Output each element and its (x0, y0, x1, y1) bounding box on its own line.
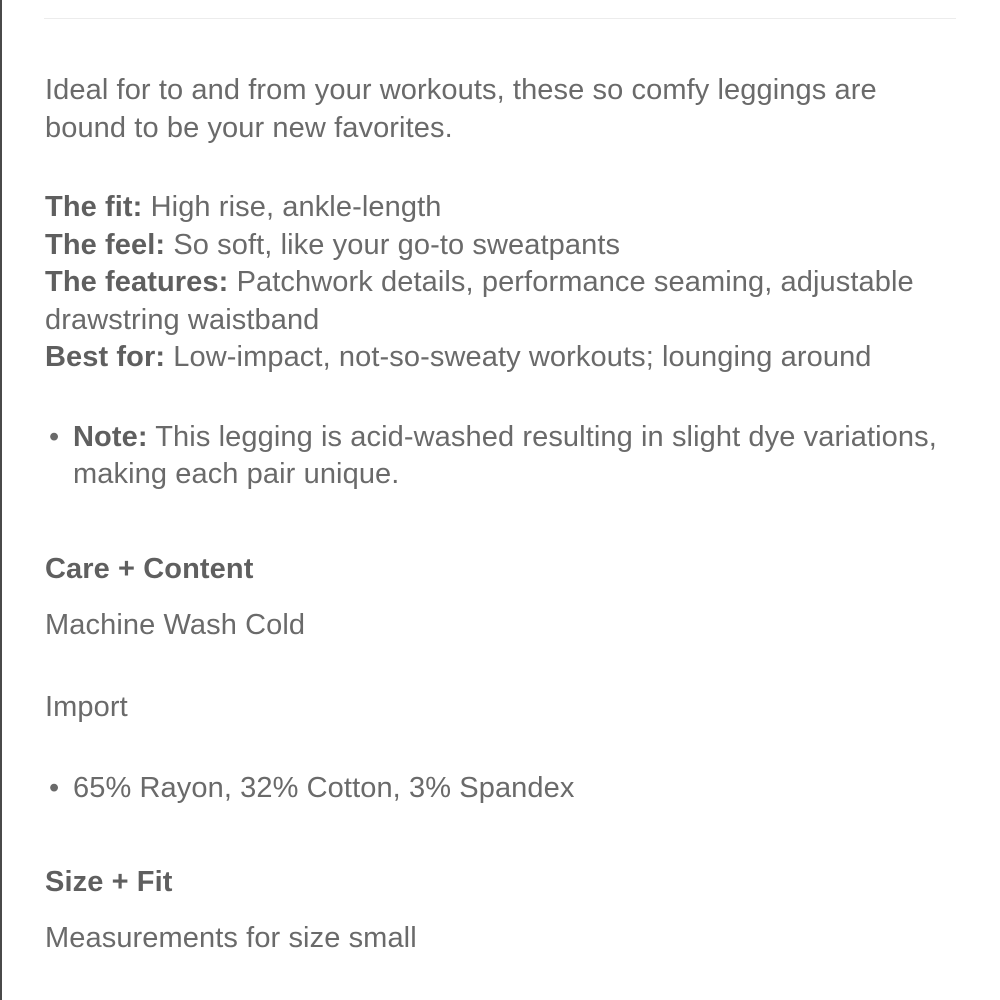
product-description-intro: Ideal for to and from your workouts, these so comfy leggings are bound to be your new favorites. (45, 74, 877, 144)
material-item (45, 770, 960, 808)
product-specs (45, 189, 960, 377)
care-instruction: Machine Wash Cold (45, 609, 306, 641)
spec-label: The feel: (45, 228, 166, 261)
note-list (45, 419, 960, 494)
size-fit-heading: Size + Fit (45, 865, 173, 898)
top-divider (44, 18, 956, 19)
note-item (45, 419, 960, 494)
spec-best-for (45, 339, 960, 377)
spec-value: So soft, like your go-to sweatpants (165, 228, 621, 261)
spec-label: The features: (45, 266, 229, 298)
spec-features (45, 264, 960, 339)
spec-fit (45, 189, 960, 227)
spec-feel (45, 227, 960, 265)
material-text: 65% Rayon, 32% Cotton, 3% Spandex (73, 772, 575, 804)
care-content-heading: Care + Content (45, 552, 254, 585)
note-label: Note: (73, 420, 148, 453)
product-details (45, 72, 960, 958)
material-list (45, 770, 960, 808)
spec-value: Low-impact, not-so-sweaty workouts; lounging around (165, 341, 872, 373)
size-measurements-text: Measurements for size small (45, 922, 417, 954)
bullet-icon: • (49, 772, 60, 804)
spec-value: Patchwork details, performance seaming, adjustable drawstring waistband (45, 266, 914, 336)
left-edge-border (0, 0, 2, 1000)
bullet-icon: • (49, 420, 60, 453)
spec-value: High rise, ankle-length (142, 191, 442, 223)
spec-label: The fit: (45, 191, 143, 223)
note-text: This legging is acid-washed resulting in slight dye variations, making each pair unique. (73, 420, 937, 490)
spec-label: Best for: (45, 341, 166, 373)
origin-text: Import (45, 690, 128, 723)
